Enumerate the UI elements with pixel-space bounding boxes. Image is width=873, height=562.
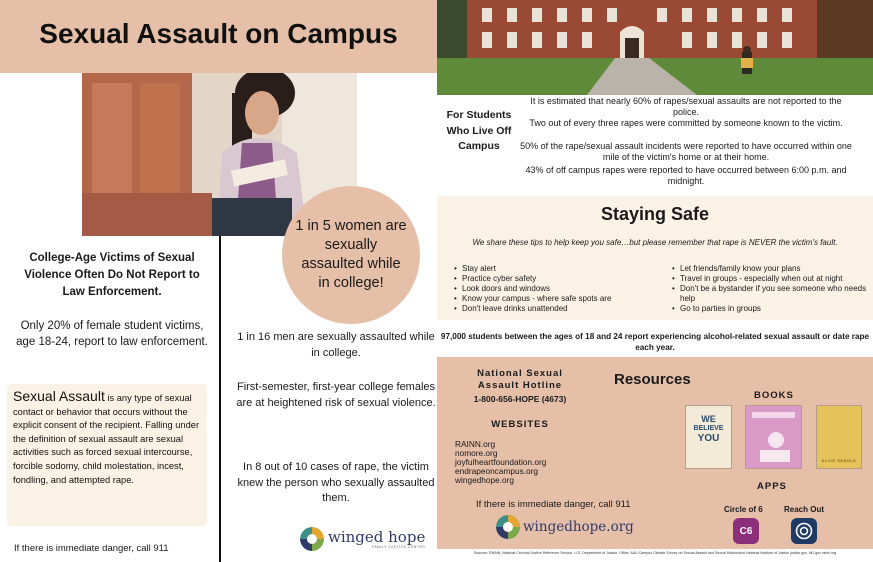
website-link[interactable]: wingedhope.org (455, 475, 515, 485)
book-lucky[interactable] (816, 405, 862, 469)
book-title-word: WE (701, 414, 716, 424)
victims-heading: College-Age Victims of Sexual Violence Often Do Not Report to Law Enforcement. (24, 252, 200, 298)
hotline-title: National Sexual Assault Hotline (477, 368, 563, 391)
campus-building-illustration (437, 0, 873, 95)
column-divider (219, 236, 221, 562)
alcohol-statistic: 97,000 students between the ages of 18 and 24 report experiencing alcohol-related sexual assault or date rape each year. (440, 332, 870, 352)
reach-out-app-icon[interactable] (791, 518, 817, 544)
winged-hope-url: wingedhope.org (523, 519, 634, 535)
winged-hope-logo-text: winged hope (328, 528, 426, 546)
books-title: BOOKS (754, 390, 794, 401)
website-link[interactable]: nomore.org (455, 448, 498, 458)
resources-title: Resources (614, 371, 691, 388)
reach-out-label: Reach Out (784, 505, 825, 514)
reach-out-icon (795, 522, 813, 540)
definition-term: Sexual Assault (13, 388, 105, 404)
statistic-callout-circle (282, 186, 420, 324)
safety-tips-left (454, 264, 654, 314)
men-assault-statistic: 1 in 16 men are sexually assaulted while in college. (237, 331, 435, 359)
women-assault-statistic: 1 in 5 women are sexually assaulted while in college! (295, 218, 407, 291)
circle-of-6-label: Circle of 6 (724, 505, 763, 514)
list-item: • Travel in groups - especially when out at night (672, 274, 867, 284)
book-author: ALICE SEBOLD (821, 458, 857, 463)
circle-of-6-app-icon[interactable] (733, 518, 759, 544)
known-perpetrator-statistic: In 8 out of 10 cases of rape, the victim knew the person who sexually assaulted them. (237, 461, 435, 504)
list-item: • Let friends/family know your plans (672, 264, 867, 274)
book-we-believe-you[interactable] (685, 405, 732, 469)
staying-safe-title: Staying Safe (600, 204, 710, 224)
emergency-notice: If there is immediate danger, call 911 (476, 499, 631, 510)
freshman-risk-statistic: First-semester, first-year college females are at heightened risk of sexual violence. (236, 381, 436, 409)
list-item: • Go to parties in groups (672, 304, 867, 314)
book-cover-purple[interactable] (745, 405, 802, 469)
staying-safe-intro: We share these tips to help keep you safe…but please remember that rape is NEVER the victim's fault. (472, 238, 838, 247)
list-item: • Stay alert (454, 264, 654, 274)
definition-box (7, 384, 207, 526)
circle-of-6-glyph: C6 (739, 525, 753, 537)
book-title-word: BELIEVE (693, 425, 724, 432)
hotline-number[interactable]: 1-800-656-HOPE (4673) (473, 394, 567, 404)
off-campus-label: For Students Who Live Off Campus (446, 109, 512, 153)
website-link[interactable]: endrapeoncampus.org (455, 466, 539, 476)
reporting-statistic: Only 20% of female student victims, age 18-24, report to law enforcement. (16, 320, 208, 348)
winged-hope-logo-icon (496, 515, 520, 539)
winged-hope-logo (300, 524, 425, 554)
apps-title: APPS (757, 481, 787, 492)
known-assailant-statistic: Two out of every three rapes were committed by someone known to the victim. (529, 118, 843, 128)
website-link[interactable]: RAINN.org (455, 439, 496, 449)
time-of-day-statistic: 43% of off campus rapes were reported to have occurred between 6:00 p.m. and midnight. (525, 165, 847, 186)
winged-hope-tagline: FAMILY JUSTICE CENTER (371, 545, 426, 549)
list-item: • Know your campus - where safe spots are (454, 294, 654, 304)
sources-footnote: Sources: RAINN, National Criminal Justice Reference Service, U.S. Department of Justice, Office, AAU Campus Climate Survey on Sexual Assault and Sexual Misconduct National Institute of Justice justice.gov, NIJ.gov rainn.org (473, 551, 837, 555)
proximity-statistic: 50% of the rape/sexual assault incidents were reported to have occurred within one mile of the victim's home or at their home. (520, 141, 852, 162)
list-item: • Don't be a bystander if you see someone who needs help (672, 284, 867, 304)
book-title-word: YOU (697, 433, 720, 444)
winged-hope-site-logo[interactable] (496, 515, 634, 539)
definition-text: is any type of sexual contact or behavior that occurs without the explicit consent of the recipient. Falling under the definition of sexual assault are sexual activities such as forced sexual intercourse, forcible sodomy, child molestation, incest, fondling, and attempted rape. (13, 393, 200, 485)
emergency-notice: If there is immediate danger, call 911 (14, 543, 169, 554)
website-link[interactable]: joyfulheartfoundation.org (455, 457, 547, 467)
list-item: • Don't leave drinks unattended (454, 304, 654, 314)
websites-title: WEBSITES (491, 419, 549, 430)
page-title: Sexual Assault on Campus (39, 18, 398, 49)
book-cover-illustration (746, 406, 801, 468)
campus-building-photo (437, 0, 873, 95)
unreported-statistic: It is estimated that nearly 60% of rapes/sexual assaults are not reported to the police. (530, 96, 842, 117)
list-item: • Look doors and windows (454, 284, 654, 294)
safety-tips-right (672, 264, 867, 314)
winged-hope-logo-icon (300, 527, 324, 551)
list-item: • Practice cyber safety (454, 274, 654, 284)
